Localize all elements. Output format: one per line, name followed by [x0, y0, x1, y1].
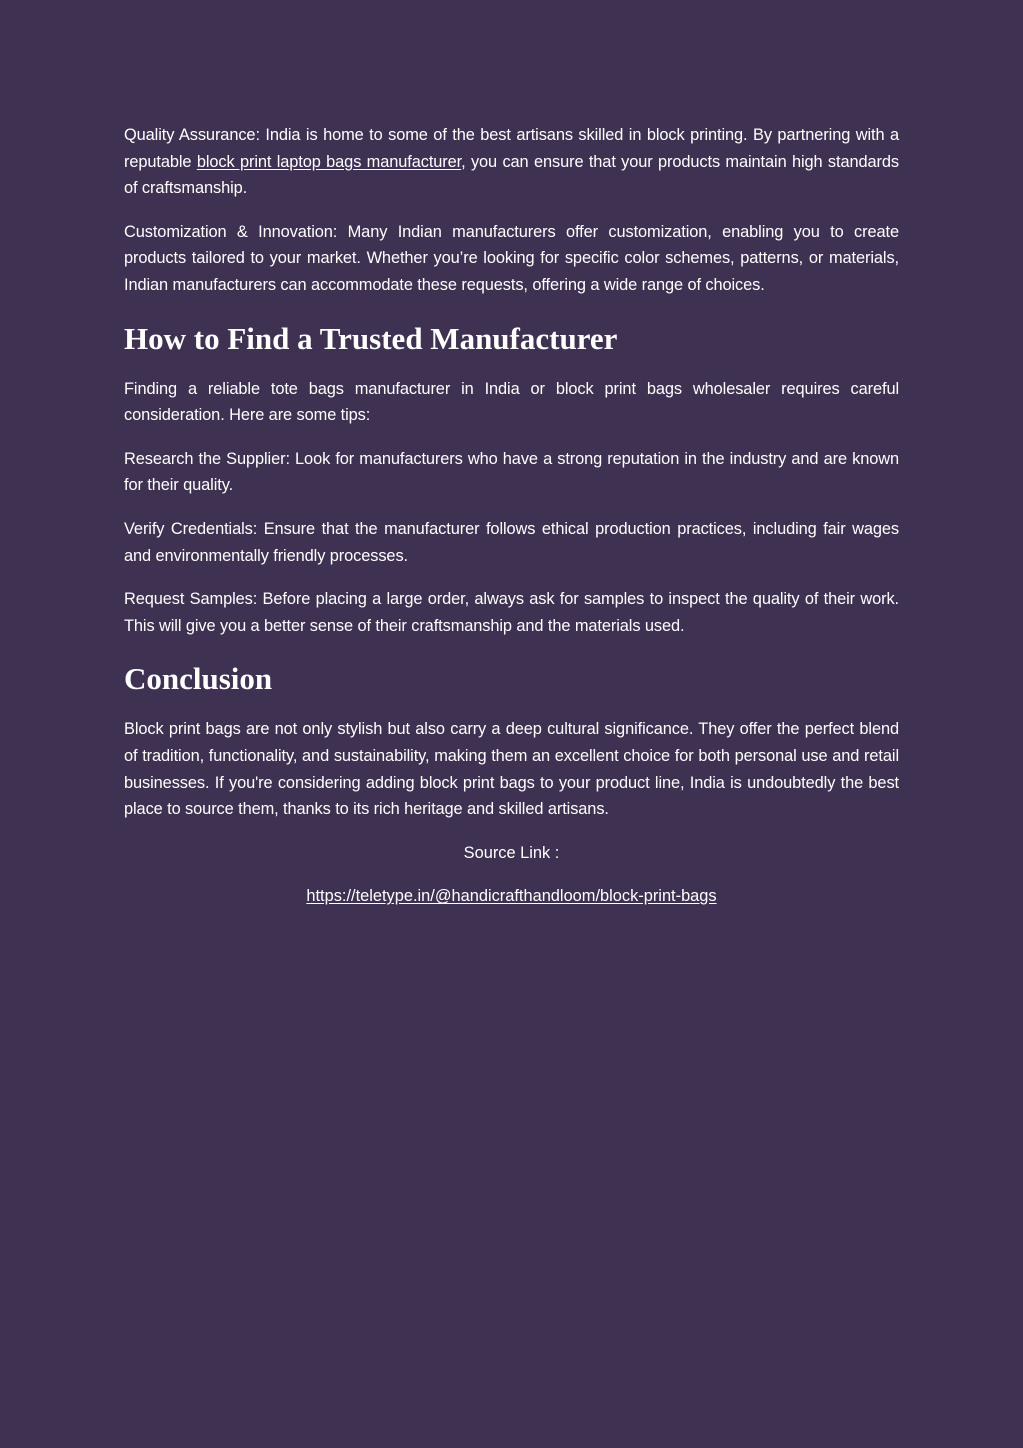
- block-print-laptop-bags-link[interactable]: block print laptop bags manufacturer: [196, 152, 462, 171]
- source-url-link[interactable]: https://teletype.in/@handicrafthandloom/block-print-bags: [306, 887, 717, 906]
- quality-assurance-paragraph: [124, 122, 899, 202]
- finding-manufacturer-paragraph: Finding a reliable tote bags manufacturer in India or block print bags wholesaler requires careful consideration. Here are some tips:: [124, 379, 899, 425]
- document-page: [124, 122, 899, 927]
- request-samples-paragraph: Request Samples: Before placing a large order, always ask for samples to inspect the quality of their work. This will give you a better sense of their craftsmanship and the materials used.: [124, 590, 899, 635]
- research-supplier-paragraph: Research the Supplier: Look for manufacturers who have a strong reputation in the industry and are known for their quality.: [124, 449, 899, 495]
- customization-paragraph: Customization & Innovation: Many Indian manufacturers offer customization, enabling you to create products tailored to your market. Whether you’re looking for specific color schemes, patterns, or materials, Indian manufacturers can accommodate these requests, offering a wide range of choices.: [124, 222, 899, 294]
- source-link-container: [124, 883, 899, 910]
- source-link-label: Source Link :: [463, 843, 560, 862]
- conclusion-heading: Conclusion: [124, 661, 273, 697]
- conclusion-paragraph: Block print bags are not only stylish but also carry a deep cultural significance. They offer the perfect blend of tradition, functionality, and sustainability, making them an excellent choice for both personal use and retail businesses. If you're considering adding block print bags to your product line, India is undoubtedly the best place to source them, thanks to its rich heritage and skilled artisans.: [124, 720, 899, 819]
- quality-assurance-text-end: , you can ensure that your products maintain high standards of craftsmanship.: [124, 152, 899, 198]
- trusted-manufacturer-heading: How to Find a Trusted Manufacturer: [124, 320, 618, 356]
- quality-assurance-text-start: Quality Assurance: India is home to some of the best artisans skilled in block printing. By partnering with a reputable: [124, 126, 899, 171]
- verify-credentials-paragraph: Verify Credentials: Ensure that the manufacturer follows ethical production practices, including fair wages and environmentally friendly processes.: [124, 519, 899, 565]
